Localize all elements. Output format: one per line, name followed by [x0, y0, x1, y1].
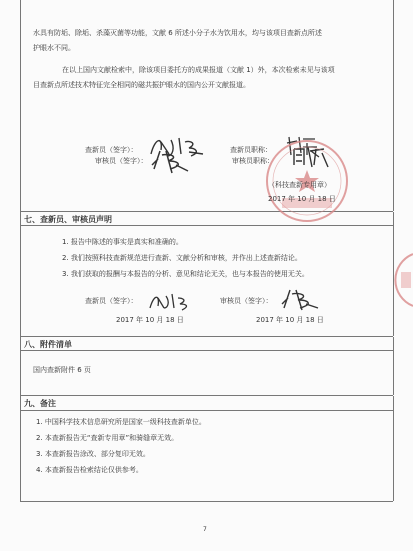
reviewer-signature	[150, 147, 192, 175]
reviewer-signature-label: 审核员（签字）：	[95, 157, 148, 165]
conclusion-line: 目查新点所述技术特征完全相同的磁共振护眼水的国内公开文献报道。	[33, 81, 250, 89]
seal-date: 2017 年 10 月 18 日	[268, 195, 336, 203]
divider	[20, 336, 393, 337]
section-8-heading: 八、附件清单	[24, 340, 72, 349]
declaration-item: 1. 报告中陈述的事实是真实和准确的。	[62, 238, 183, 246]
reviewer-signature-label: 审核员（签字）：	[220, 297, 273, 305]
section-9-frame	[20, 396, 394, 501]
divider	[20, 410, 393, 411]
page-number: 7	[203, 526, 207, 533]
seal-caption: （科技查新专用章）	[268, 181, 331, 189]
divider	[20, 350, 393, 351]
divider	[20, 501, 393, 502]
section-7-heading: 七、查新员、审核员声明	[24, 215, 112, 224]
conclusion-line: 水具有防垢、除垢、杀藻灭菌等功能，文献 6 所述小分子水为饮用水，均与该项目查新点所述	[33, 29, 322, 37]
declaration-item: 2. 我们按照科技查新规范进行查新、文献分析和审核，并作出上述查新结论。	[62, 254, 302, 262]
attachment-list: 国内查新附件 6 页	[33, 366, 91, 374]
checker-signature-label: 查新员（签字）：	[85, 146, 138, 154]
declaration-item: 3. 我们获取的报酬与本报告的分析、意见和结论无关，也与本报告的使用无关。	[62, 270, 309, 278]
checker-title-label: 查新员职称：	[230, 146, 272, 154]
remark-item: 1. 中国科学技术信息研究所是国家一级科技查新单位。	[36, 418, 206, 426]
cross-page-seal	[391, 250, 413, 310]
section-9-heading: 九、备注	[24, 399, 56, 408]
conclusion-line: 在以上国内文献检索中，除该项目委托方的成果报道（文献 1）外，本次检索未见与该项	[62, 66, 335, 74]
reviewer-signature	[280, 286, 322, 312]
divider	[20, 395, 393, 396]
checker-signature-label: 查新员（签字）：	[85, 297, 138, 305]
conclusion-line: 护眼水不同。	[33, 44, 75, 52]
reviewer-date: 2017 年 10 月 18 日	[256, 316, 324, 324]
reviewer-title-label: 审核员职称：	[232, 157, 274, 165]
remark-item: 2. 本查新报告无“查新专用章”和骑缝章无效。	[36, 434, 179, 442]
checker-signature	[146, 290, 194, 312]
remark-item: 3. 本查新报告涂改、部分复印无效。	[36, 450, 150, 458]
checker-date: 2017 年 10 月 18 日	[116, 316, 184, 324]
remark-item: 4. 本查新报告检索结论仅供参考。	[36, 466, 143, 474]
